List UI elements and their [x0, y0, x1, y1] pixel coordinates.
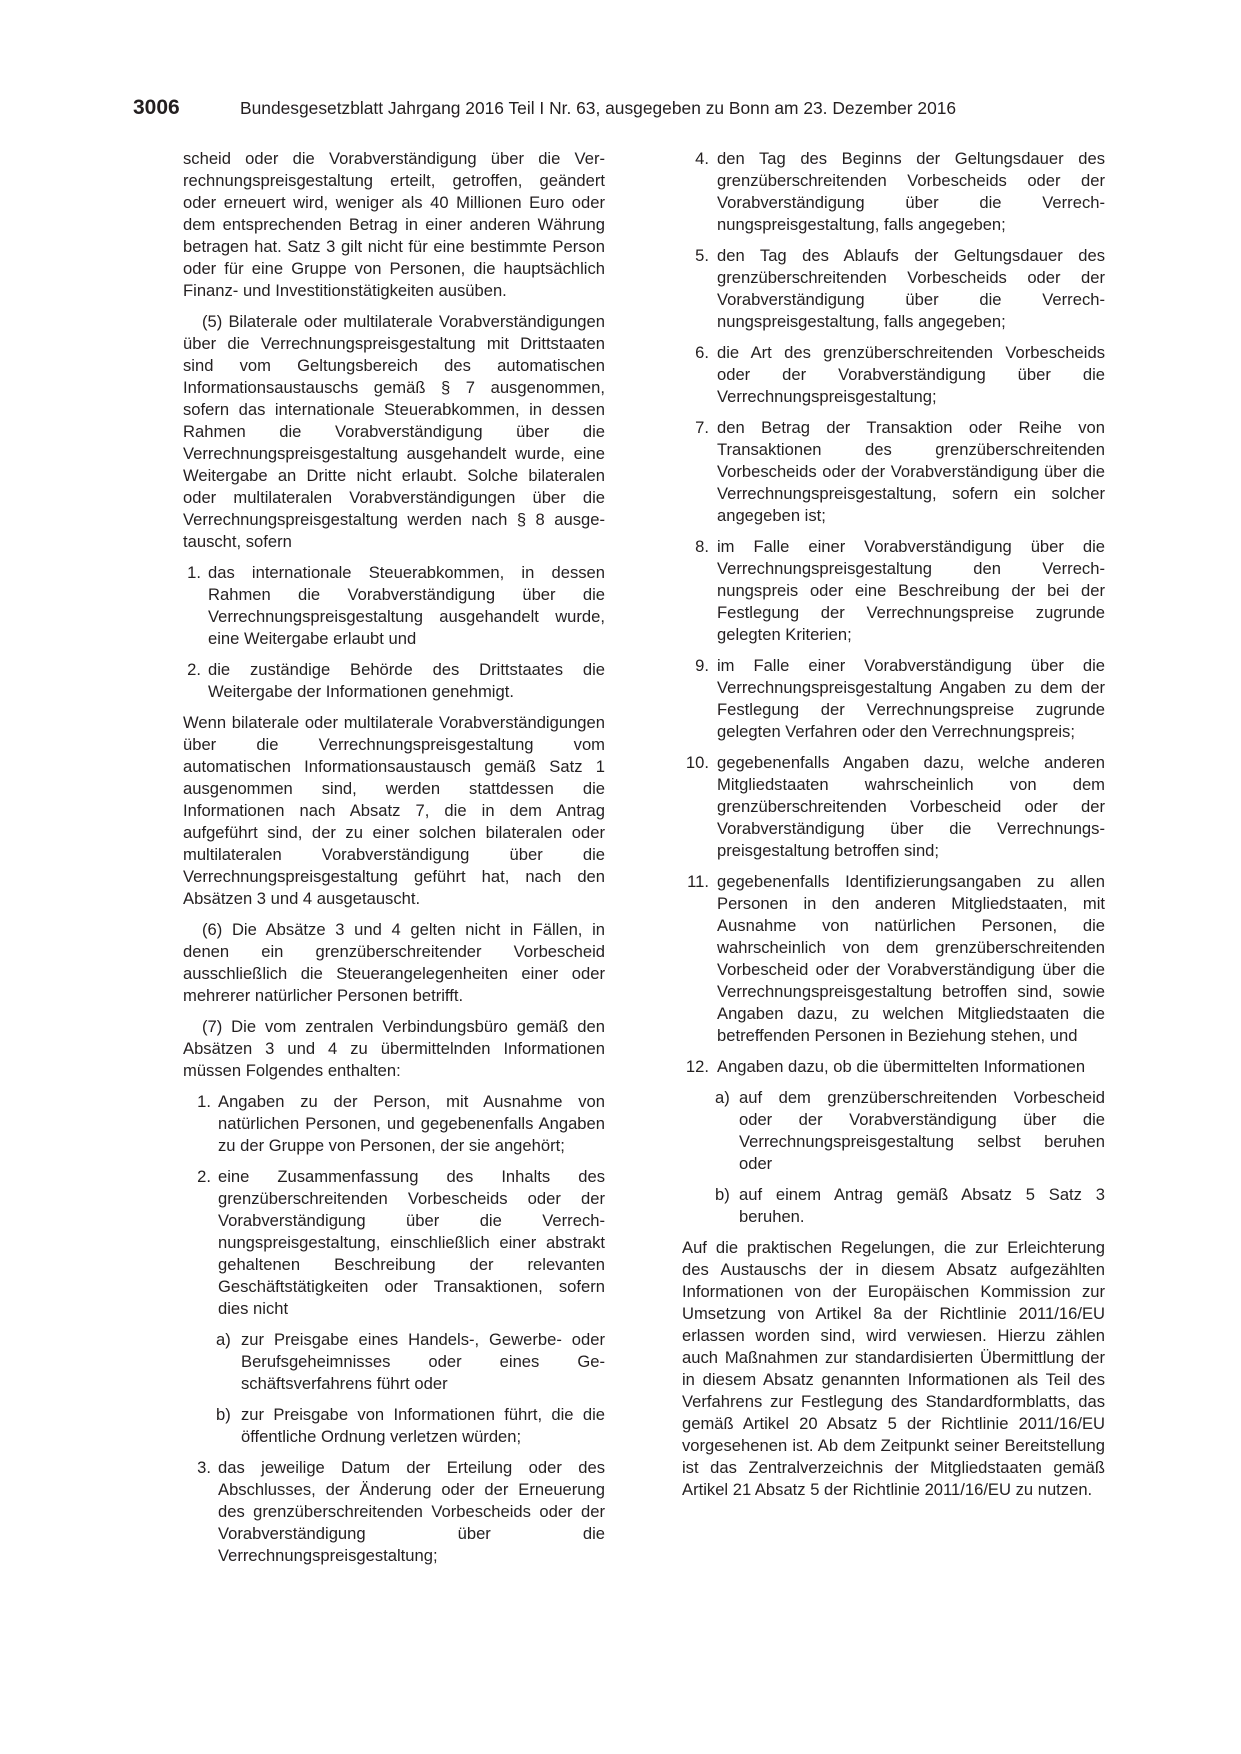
- list-item: [682, 417, 1105, 527]
- left-column: [183, 148, 605, 1576]
- list-number: 4.: [695, 149, 709, 168]
- list-text: den Betrag der Transaktion oder Reihe von Transaktionen des grenzüberschreitenden Vorbescheids oder der Vorabverständigung über die Verrechnungspreisgestaltung, sofern ein solcher angegeben ist;: [717, 418, 1105, 525]
- list-item: [682, 1056, 1105, 1078]
- list-text: das jeweilige Datum der Erteilung oder des Abschlusses, der Änderung oder der Erneuerung des grenzüberschreitenden Vorbescheids oder der Vorabverständigung über die Verrechnungspreisgestaltung;: [218, 1458, 605, 1565]
- list-item: [682, 245, 1105, 333]
- page-header: [133, 96, 1123, 126]
- list-number: 1.: [187, 563, 201, 582]
- running-title: Bundesgesetzblatt Jahrgang 2016 Teil I Nr. 63, ausgegeben zu Bonn am 23. Dezember 2016: [240, 98, 957, 118]
- list-text: gegebenenfalls Identifizierungsangaben zu allen Personen in den anderen Mitgliedstaaten, mit Ausnahme von natürlichen Personen, die wahrscheinlich von dem grenzüberschreitenden Vorbescheid oder der Vorabverständigung über die Verrechnungspreisgestaltung betroffen sind, sowie Angaben dazu, zu welchen Mitgliedstaaten die betreffenden Personen in Beziehung stehen, und: [717, 872, 1105, 1045]
- list-text: den Tag des Ablaufs der Geltungsdauer des grenzüberschreitenden Vorbescheids oder der Vorabverständigung über die Verrechnungspreisgestaltung, falls angegeben;: [717, 246, 1105, 331]
- list-item: [183, 1457, 605, 1567]
- list-number: 3.: [197, 1458, 211, 1477]
- list-number: 11.: [687, 872, 709, 891]
- sub-list-letter: a): [216, 1330, 231, 1349]
- list-number: 8.: [695, 537, 709, 556]
- paragraph-5-continuation: Wenn bilaterale oder multilaterale Vorabverständigungen über die Verrechnungspreisgestaltung vom automatischen Informationsaustausch gemäß Satz 1 ausgenommen sind, werden stattdessen die Informationen nach Absatz 7, die in dem Antrag aufgeführt sind, der zu einer solchen bilateralen oder multilateralen Vorabverständigung über die Verrechnungspreisgestaltung geführt hat, nach den Absätzen 3 und 4 ausgetauscht.: [183, 713, 605, 908]
- sub-list-item: [183, 1404, 605, 1448]
- list-text: den Tag des Beginns der Geltungsdauer des grenzüberschreitenden Vorbescheids oder der Vorabverständigung über die Verrechnungspreisgestaltung, falls angegeben;: [717, 149, 1105, 234]
- sub-list-text: auf dem grenzüberschreitenden Vorbescheid oder der Vorabverständigung über die Verrechnungspreisgestaltung selbst beruhen oder: [739, 1088, 1105, 1173]
- continued-paragraph: scheid oder die Vorabverständigung über die Verrechnungspreisgestaltung erteilt, getroffen, geändert oder erneuert wird, weniger als 40 Millionen Euro oder dem entsprechenden Betrag in einer anderen Währung betragen hat. Satz 3 gilt nicht für eine bestimmte Person oder für eine Gruppe von Personen, die hauptsächlich Finanz- und Investitionstätigkeiten ausüben.: [183, 149, 605, 300]
- sub-list-letter: b): [216, 1405, 231, 1424]
- list-text: im Falle einer Vorabverständigung über die Verrechnungspreisgestaltung den Verrechnungspreis oder eine Beschreibung der bei der Festlegung der Verrechnungspreise zugrunde gelegten Kriterien;: [717, 537, 1105, 644]
- sub-list-item: [682, 1184, 1105, 1228]
- list-text: eine Zusammenfassung des Inhalts des grenzüberschreitenden Vorbescheids oder der Vorabverständigung über die Verrechnungspreisgestaltung, einschließlich einer abstrakt gehaltenen Beschreibung der relevanten Geschäftstätigkeiten oder Transaktionen, sofern dies nicht: [218, 1167, 605, 1318]
- list-text: das internationale Steuerabkommen, in dessen Rahmen die Vorabverständigung über die Verrechnungspreisgestaltung ausgehandelt wurde, eine Weitergabe erlaubt und: [208, 563, 605, 648]
- list-text: die Art des grenzüberschreitenden Vorbescheids oder der Vorabverständigung über die Verrechnungspreisgestaltung;: [717, 343, 1105, 406]
- list-item: [682, 342, 1105, 408]
- list-text: die zuständige Behörde des Drittstaates die Weitergabe der Informationen genehmigt.: [208, 660, 605, 701]
- list-text: im Falle einer Vorabverständigung über die Verrechnungspreisgestaltung Angaben zu dem der Festlegung der Verrechnungspreise zugrunde gelegten Verfahren oder den Verrechnungspreis;: [717, 656, 1105, 741]
- list-number: 6.: [695, 343, 709, 362]
- list-item: [183, 1166, 605, 1320]
- list-item: [682, 536, 1105, 646]
- list-number: 9.: [695, 656, 709, 675]
- sub-list-text: auf einem Antrag gemäß Absatz 5 Satz 3 beruhen.: [739, 1185, 1105, 1226]
- list-number: 2.: [197, 1167, 211, 1186]
- list-item: [682, 655, 1105, 743]
- list-text: Angaben dazu, ob die übermittelten Informationen: [717, 1057, 1086, 1076]
- paragraph-7: (7) Die vom zentralen Verbindungsbüro gemäß den Absätzen 3 und 4 zu übermittelnden Informationen müssen Folgendes enthalten:: [183, 1017, 605, 1080]
- sub-list-letter: a): [715, 1088, 730, 1107]
- list-number: 12.: [685, 1057, 709, 1076]
- list-number: 2.: [187, 660, 201, 679]
- list-number: 5.: [695, 246, 709, 265]
- list-text: Angaben zu der Person, mit Ausnahme von natürlichen Personen, und gegebenenfalls Angaben zu der Gruppe von Personen, der sie angehört;: [218, 1092, 605, 1155]
- list-item: [682, 752, 1105, 862]
- list-item: [183, 659, 605, 703]
- list-text: gegebenenfalls Angaben dazu, welche anderen Mitgliedstaaten wahrscheinlich von dem grenzüberschreitenden Vorbescheid oder der Vorabverständigung über die Verrechnungspreisgestaltung betroffen sind;: [717, 753, 1105, 860]
- list-number: 10.: [685, 753, 709, 772]
- page-number: 3006: [133, 96, 180, 119]
- list-item: [183, 1091, 605, 1157]
- list-number: 7.: [695, 418, 709, 437]
- paragraph-6: (6) Die Absätze 3 und 4 gelten nicht in Fällen, in denen ein grenzüberschreitender Vorbescheid ausschließlich die Steuerangelegenheiten einer oder mehrerer natürlicher Personen betrifft.: [183, 920, 605, 1005]
- sub-list-text: zur Preisgabe von Informationen führt, die die öffentliche Ordnung verletzen würden;: [241, 1405, 605, 1446]
- sub-list-text: zur Preisgabe eines Handels-, Gewerbe- oder Berufsgeheimnisses oder eines Geschäftsverfahrens führt oder: [241, 1330, 605, 1393]
- list-number: 1.: [197, 1092, 211, 1111]
- sub-list-item: [682, 1087, 1105, 1175]
- list-item: [682, 871, 1105, 1047]
- sub-list-letter: b): [715, 1185, 730, 1204]
- list-item: [183, 562, 605, 650]
- list-item: [682, 148, 1105, 236]
- sub-list-item: [183, 1329, 605, 1395]
- right-column: [682, 148, 1105, 1510]
- paragraph-5: (5) Bilaterale oder multilaterale Vorabverständigungen über die Verrechnungspreisgestaltung mit Drittstaaten sind vom Geltungsbereich des automatischen Informationsaustauschs gemäß § 7 ausgenommen, sofern das internationale Steuerabkommen, in dessen Rahmen die Vorabverständigung über die Verrechnungspreisgestaltung ausgehandelt wurde, eine Weitergabe an Dritte nicht erlaubt. Solche bilateralen oder multilateralen Vorabverständigungen über die Verrechnungspreisgestaltung werden nach § 8 ausgetauscht, sofern: [183, 312, 605, 551]
- closing-paragraph: Auf die praktischen Regelungen, die zur Erleichterung des Austauschs der in diesem Absatz aufgezählten Informationen von der Europäischen Kommission zur Umsetzung von Artikel 8a der Richtlinie 2011/16/EU erlassen worden sind, wird verwiesen. Hierzu zählen auch Maßnahmen zur standardisierten Übermittlung der in diesem Absatz genannten Informationen als Teil des Verfahrens zur Festlegung des Standardformblatts, das gemäß Artikel 20 Absatz 5 der Richtlinie 2011/16/EU vorgesehenen ist. Ab dem Zeitpunkt seiner Bereitstellung ist das Zentralverzeichnis der Mitgliedstaaten gemäß Artikel 21 Absatz 5 der Richtlinie 2011/16/EU zu nutzen.: [682, 1238, 1105, 1499]
